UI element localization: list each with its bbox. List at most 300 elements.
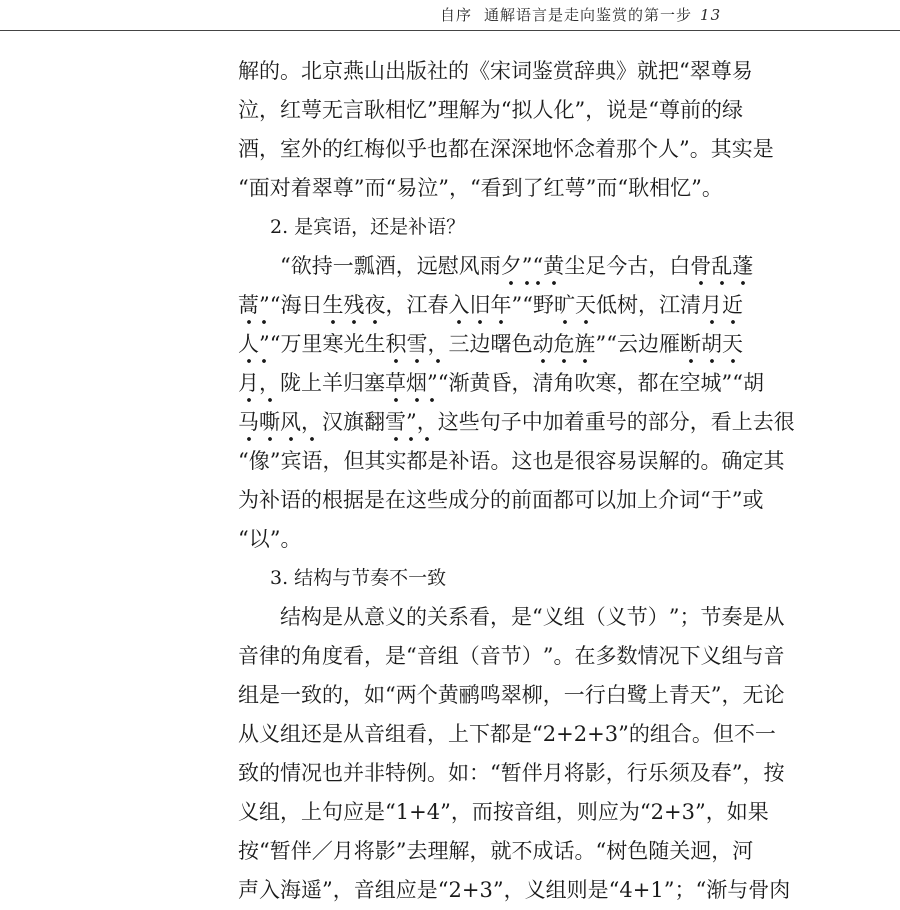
glyph: 深 bbox=[511, 137, 532, 161]
glyph: 入 bbox=[259, 878, 280, 902]
glyph: 非 bbox=[364, 761, 385, 785]
glyph: 1 bbox=[395, 800, 410, 824]
glyph: 梅 bbox=[364, 137, 385, 161]
glyph: ， bbox=[511, 371, 533, 395]
glyph: 昏 bbox=[490, 371, 512, 395]
glyph: 看 bbox=[343, 644, 364, 668]
glyph: 如 bbox=[448, 761, 469, 785]
glyph: 关 bbox=[669, 839, 691, 863]
glyph: 组 bbox=[721, 644, 743, 668]
glyph: 。 bbox=[280, 59, 301, 83]
glyph: 义 bbox=[524, 878, 546, 902]
glyph: 是 bbox=[364, 488, 385, 512]
glyph: 暂 bbox=[269, 839, 291, 863]
glyph: ； bbox=[679, 605, 701, 629]
glyph: ， bbox=[705, 800, 727, 824]
glyph: 的 bbox=[280, 644, 301, 668]
glyph: 城 bbox=[700, 371, 722, 395]
glyph: 》 bbox=[616, 59, 637, 83]
glyph: 多 bbox=[595, 644, 617, 668]
glyph: 人 bbox=[658, 137, 679, 161]
glyph: 易 bbox=[616, 449, 638, 473]
glyph: ” bbox=[663, 878, 675, 902]
glyph: 声 bbox=[238, 878, 259, 902]
glyph: + bbox=[587, 722, 605, 746]
glyph: 2 bbox=[650, 800, 664, 824]
glyph: 行 bbox=[626, 761, 648, 785]
text-line bbox=[238, 130, 774, 169]
glyph: 草 bbox=[385, 364, 406, 403]
glyph: 月 bbox=[332, 839, 354, 863]
glyph: 词 bbox=[511, 59, 532, 83]
glyph: 去 bbox=[752, 410, 774, 434]
glyph: “ bbox=[732, 371, 743, 395]
glyph: 伴 bbox=[290, 839, 312, 863]
glyph: 组 bbox=[437, 644, 459, 668]
glyph: 况 bbox=[658, 644, 680, 668]
section-heading: 3. 结构与节奏不一致 bbox=[270, 567, 447, 589]
glyph: 是 bbox=[742, 605, 764, 629]
glyph: 与 bbox=[727, 878, 749, 902]
glyph: 在 bbox=[574, 644, 596, 668]
glyph: 瓢 bbox=[353, 254, 375, 278]
glyph: 或 bbox=[742, 488, 764, 512]
glyph: 不 bbox=[733, 722, 755, 746]
header-rule bbox=[0, 30, 900, 31]
body-text bbox=[238, 52, 795, 910]
glyph: 京 bbox=[322, 59, 343, 83]
glyph: 则 bbox=[576, 800, 598, 824]
glyph: 按 bbox=[763, 761, 785, 785]
glyph: 影 bbox=[584, 761, 606, 785]
glyph: ” bbox=[395, 839, 407, 863]
glyph: 句 bbox=[322, 800, 343, 824]
glyph: 容 bbox=[595, 449, 617, 473]
glyph: ） bbox=[521, 644, 543, 668]
glyph: 归 bbox=[343, 371, 364, 395]
glyph: 是 bbox=[553, 449, 575, 473]
glyph: 人 bbox=[532, 98, 554, 122]
glyph: 并 bbox=[343, 761, 364, 785]
glyph: “ bbox=[595, 839, 607, 863]
glyph: 例 bbox=[406, 761, 427, 785]
glyph: ” bbox=[322, 878, 333, 902]
glyph: 月 bbox=[238, 364, 259, 403]
glyph: 其 bbox=[364, 449, 386, 473]
glyph: 无 bbox=[322, 98, 343, 122]
section-heading: 2. 是宾语，还是补语？ bbox=[270, 216, 466, 238]
glyph: 是 bbox=[511, 722, 532, 746]
glyph: 骨 bbox=[690, 247, 711, 286]
glyph: 是 bbox=[322, 722, 343, 746]
glyph: ， bbox=[385, 293, 407, 317]
glyph: 春 bbox=[710, 761, 732, 785]
glyph: 都 bbox=[406, 449, 428, 473]
text-line: “以”。 bbox=[238, 527, 302, 551]
glyph: “ bbox=[490, 761, 501, 785]
glyph: ， bbox=[742, 761, 764, 785]
glyph: 从 bbox=[343, 605, 364, 629]
glyph: 乐 bbox=[647, 761, 669, 785]
glyph: 树 bbox=[606, 839, 628, 863]
glyph: 汉 bbox=[322, 410, 343, 434]
glyph: 合 bbox=[670, 722, 692, 746]
glyph: 组 bbox=[374, 878, 396, 902]
glyph: 旷 bbox=[554, 286, 575, 325]
glyph: “ bbox=[700, 488, 711, 512]
glyph: + bbox=[663, 800, 682, 824]
glyph: 典 bbox=[595, 59, 616, 83]
glyph: 补 bbox=[259, 488, 280, 512]
glyph: 上 bbox=[301, 371, 322, 395]
text-line bbox=[238, 364, 764, 403]
glyph: 随 bbox=[648, 839, 670, 863]
glyph: 律 bbox=[259, 644, 280, 668]
glyph: 从 bbox=[238, 722, 259, 746]
glyph: 4 bbox=[426, 800, 441, 824]
glyph: ” bbox=[595, 332, 607, 356]
page-number: 13 bbox=[700, 6, 722, 24]
glyph: 节 bbox=[626, 605, 648, 629]
text-line: “面对着翠尊”而“易泣”，“看到了红萼”而“耿相忆”。 bbox=[238, 176, 723, 200]
glyph: 为 bbox=[618, 800, 640, 824]
glyph: 一 bbox=[563, 683, 585, 707]
glyph: ， bbox=[721, 683, 743, 707]
glyph: 尊 bbox=[710, 59, 732, 83]
glyph: 一 bbox=[280, 683, 301, 707]
glyph: 足 bbox=[585, 254, 607, 278]
glyph: 色 bbox=[511, 332, 533, 356]
glyph: 持 bbox=[311, 254, 333, 278]
glyph: ， bbox=[503, 878, 525, 902]
glyph: 着 bbox=[595, 137, 616, 161]
glyph: 残 bbox=[344, 286, 365, 325]
glyph: 就 bbox=[490, 839, 512, 863]
glyph: 的 bbox=[259, 59, 280, 83]
glyph: “ bbox=[406, 644, 417, 668]
glyph: + bbox=[632, 878, 651, 902]
glyph: 翠 bbox=[500, 683, 522, 707]
glyph: 风 bbox=[458, 254, 480, 278]
glyph: 白 bbox=[669, 254, 691, 278]
glyph: 补 bbox=[448, 449, 470, 473]
glyph: 近 bbox=[722, 286, 743, 325]
glyph: “ bbox=[532, 605, 543, 629]
text-line bbox=[238, 91, 743, 130]
glyph: 组 bbox=[545, 878, 567, 902]
glyph: 下 bbox=[679, 644, 701, 668]
glyph: 怀 bbox=[553, 137, 574, 161]
glyph: 重 bbox=[584, 410, 606, 434]
glyph: 结 bbox=[280, 605, 301, 629]
glyph: 介 bbox=[658, 488, 679, 512]
glyph: ， bbox=[343, 683, 364, 707]
glyph: 。 bbox=[553, 644, 575, 668]
glyph: 是 bbox=[364, 800, 385, 824]
glyph: 寒 bbox=[595, 371, 617, 395]
glyph: 都 bbox=[637, 371, 659, 395]
glyph: 宾 bbox=[280, 449, 302, 473]
glyph: 。 bbox=[689, 137, 711, 161]
glyph: 的 bbox=[448, 59, 469, 83]
glyph: 角 bbox=[553, 371, 575, 395]
glyph: 很 bbox=[773, 410, 795, 434]
glyph: 陇 bbox=[280, 371, 301, 395]
glyph: 那 bbox=[616, 137, 637, 161]
glyph: 确 bbox=[721, 449, 743, 473]
glyph: 像 bbox=[248, 449, 270, 473]
glyph: 误 bbox=[637, 449, 659, 473]
glyph: 红 bbox=[280, 98, 301, 122]
text-line bbox=[238, 52, 753, 91]
glyph: “ bbox=[500, 98, 512, 122]
glyph: ， bbox=[395, 254, 417, 278]
glyph: 。 bbox=[574, 839, 596, 863]
glyph: ” bbox=[574, 98, 586, 122]
glyph: ， bbox=[542, 683, 564, 707]
glyph: 马 bbox=[238, 403, 259, 442]
glyph: 下 bbox=[469, 722, 490, 746]
glyph: 泣 bbox=[238, 98, 259, 122]
glyph: 言 bbox=[343, 98, 364, 122]
glyph: 地 bbox=[532, 137, 553, 161]
glyph: 就 bbox=[637, 59, 658, 83]
glyph: ” bbox=[731, 761, 743, 785]
glyph: 北 bbox=[301, 59, 322, 83]
glyph: 积 bbox=[386, 325, 407, 364]
glyph: 果 bbox=[747, 800, 769, 824]
glyph: 看 bbox=[406, 722, 427, 746]
glyph: 的 bbox=[322, 137, 343, 161]
glyph: 音 bbox=[353, 878, 375, 902]
glyph: 为 bbox=[479, 98, 501, 122]
glyph: 江 bbox=[406, 293, 428, 317]
glyph: 2 bbox=[573, 722, 588, 746]
glyph: 中 bbox=[521, 410, 543, 434]
glyph: ， bbox=[427, 722, 448, 746]
glyph: ” bbox=[618, 722, 629, 746]
glyph: 光 bbox=[343, 332, 365, 356]
glyph: ” bbox=[511, 293, 523, 317]
glyph: 古 bbox=[627, 254, 649, 278]
glyph: 蓬 bbox=[732, 247, 753, 286]
glyph: 耿 bbox=[364, 98, 385, 122]
glyph: 理 bbox=[427, 839, 449, 863]
text-line bbox=[238, 871, 791, 910]
glyph: 根 bbox=[322, 488, 343, 512]
glyph: 燕 bbox=[343, 59, 364, 83]
glyph: ， bbox=[648, 254, 670, 278]
glyph: 个 bbox=[637, 137, 658, 161]
glyph: 情 bbox=[637, 644, 659, 668]
glyph: 为 bbox=[238, 488, 259, 512]
glyph: 号 bbox=[605, 410, 627, 434]
glyph: 黄 bbox=[469, 371, 491, 395]
glyph: ， bbox=[585, 98, 607, 122]
glyph: + bbox=[461, 878, 480, 902]
glyph: “ bbox=[648, 98, 659, 122]
glyph: 与 bbox=[742, 644, 764, 668]
glyph: 两 bbox=[395, 683, 417, 707]
glyph: 是 bbox=[259, 683, 280, 707]
glyph: ， bbox=[711, 839, 733, 863]
glyph: 都 bbox=[553, 488, 574, 512]
text-line bbox=[238, 676, 785, 715]
glyph: 。 bbox=[427, 761, 448, 785]
glyph: 上 bbox=[637, 488, 658, 512]
glyph: 是 bbox=[752, 137, 774, 161]
glyph: ， bbox=[301, 403, 322, 442]
glyph: 音 bbox=[416, 644, 438, 668]
glyph: 义 bbox=[700, 644, 722, 668]
glyph: 白 bbox=[605, 683, 627, 707]
glyph: 都 bbox=[490, 722, 511, 746]
glyph: ， bbox=[280, 800, 301, 824]
glyph: 肉 bbox=[769, 878, 791, 902]
glyph: 宋 bbox=[490, 59, 511, 83]
glyph: 及 bbox=[689, 761, 711, 785]
glyph: 鸣 bbox=[479, 683, 501, 707]
glyph: 是 bbox=[511, 605, 532, 629]
glyph: 春 bbox=[427, 293, 449, 317]
glyph: 组 bbox=[649, 722, 671, 746]
glyph: 从 bbox=[763, 605, 785, 629]
glyph: “ bbox=[606, 332, 617, 356]
glyph: 尘 bbox=[564, 254, 586, 278]
glyph: 语 bbox=[469, 449, 491, 473]
glyph: 清 bbox=[532, 371, 554, 395]
glyph: 海 bbox=[280, 878, 301, 902]
glyph: 化 bbox=[553, 98, 575, 122]
glyph: 致 bbox=[301, 683, 322, 707]
glyph: 酒 bbox=[238, 137, 259, 161]
glyph: 社 bbox=[427, 59, 448, 83]
glyph: 如 bbox=[726, 800, 748, 824]
glyph: 影 bbox=[374, 839, 396, 863]
glyph: 如 bbox=[364, 683, 385, 707]
glyph: 语 bbox=[301, 449, 323, 473]
glyph: 。 bbox=[490, 449, 512, 473]
glyph: 将 bbox=[353, 839, 375, 863]
glyph: “ bbox=[280, 254, 291, 278]
glyph: 音 bbox=[513, 800, 535, 824]
glyph: 的 bbox=[701, 98, 722, 122]
glyph: 解 bbox=[458, 98, 480, 122]
glyph: “ bbox=[259, 839, 270, 863]
glyph: 伴 bbox=[521, 761, 543, 785]
glyph: 也 bbox=[532, 449, 554, 473]
glyph: “ bbox=[437, 371, 449, 395]
glyph: 鹭 bbox=[626, 683, 648, 707]
glyph: ， bbox=[555, 800, 577, 824]
glyph: 音 bbox=[763, 644, 785, 668]
glyph: 雨 bbox=[479, 254, 501, 278]
glyph: 按 bbox=[238, 839, 259, 863]
glyph: 的 bbox=[490, 488, 511, 512]
glyph: 慰 bbox=[437, 254, 459, 278]
glyph: 组 bbox=[385, 722, 406, 746]
glyph: 红 bbox=[343, 137, 364, 161]
glyph: 的 bbox=[322, 683, 343, 707]
glyph: 生 bbox=[364, 332, 386, 356]
glyph: ／ bbox=[311, 839, 333, 863]
glyph: 个 bbox=[416, 683, 438, 707]
glyph: 须 bbox=[668, 761, 690, 785]
glyph: 树 bbox=[617, 293, 638, 317]
glyph: 音 bbox=[479, 644, 501, 668]
glyph: 把 bbox=[658, 59, 679, 83]
glyph: 应 bbox=[395, 878, 417, 902]
glyph: 蒿 bbox=[238, 286, 259, 325]
glyph: 塞 bbox=[364, 371, 385, 395]
glyph: 今 bbox=[606, 254, 628, 278]
glyph: 天 bbox=[575, 286, 596, 325]
glyph: 无 bbox=[742, 683, 764, 707]
glyph: 是 bbox=[627, 98, 649, 122]
glyph: 动 bbox=[533, 325, 554, 364]
glyph: 加 bbox=[542, 410, 564, 434]
glyph: 特 bbox=[385, 761, 406, 785]
glyph: 骨 bbox=[748, 878, 770, 902]
glyph: ” bbox=[259, 325, 270, 364]
glyph: 室 bbox=[280, 137, 301, 161]
glyph: 欲 bbox=[290, 254, 312, 278]
glyph: 尊 bbox=[659, 98, 680, 122]
glyph: ， bbox=[428, 325, 449, 364]
text-line bbox=[238, 754, 785, 793]
glyph: 鉴 bbox=[532, 59, 553, 83]
glyph: 可 bbox=[574, 488, 595, 512]
glyph: ； bbox=[674, 878, 696, 902]
glyph: 但 bbox=[343, 449, 365, 473]
glyph: 按 bbox=[492, 800, 514, 824]
glyph: 旧 bbox=[470, 286, 491, 325]
glyph: ， bbox=[490, 605, 511, 629]
glyph: （ bbox=[584, 605, 606, 629]
glyph: 也 bbox=[322, 761, 343, 785]
text-line bbox=[238, 325, 743, 364]
glyph: ， bbox=[322, 449, 344, 473]
glyph: ” bbox=[522, 247, 533, 286]
glyph: 似 bbox=[385, 137, 406, 161]
glyph: 据 bbox=[343, 488, 364, 512]
text-line bbox=[238, 247, 754, 286]
glyph: 上 bbox=[731, 410, 753, 434]
glyph: 雪 bbox=[385, 403, 406, 442]
glyph: ” bbox=[542, 644, 554, 668]
glyph: 3 bbox=[479, 878, 493, 902]
glyph: 《 bbox=[469, 59, 490, 83]
glyph: 解 bbox=[658, 449, 680, 473]
glyph: 在 bbox=[385, 488, 406, 512]
glyph: 这 bbox=[511, 449, 533, 473]
glyph: 色 bbox=[627, 839, 649, 863]
glyph: 。 bbox=[700, 449, 722, 473]
glyph: 组 bbox=[534, 800, 556, 824]
glyph: 乱 bbox=[711, 247, 732, 286]
glyph: “ bbox=[385, 683, 396, 707]
glyph: 奏 bbox=[721, 605, 743, 629]
glyph: 版 bbox=[406, 59, 427, 83]
glyph: 系 bbox=[448, 605, 469, 629]
glyph: “ bbox=[532, 722, 543, 746]
glyph: 烟 bbox=[406, 364, 427, 403]
glyph: 构 bbox=[301, 605, 322, 629]
glyph: 相 bbox=[385, 98, 406, 122]
glyph: 组 bbox=[259, 800, 280, 824]
glyph: 解 bbox=[238, 59, 259, 83]
glyph: 都 bbox=[448, 137, 469, 161]
